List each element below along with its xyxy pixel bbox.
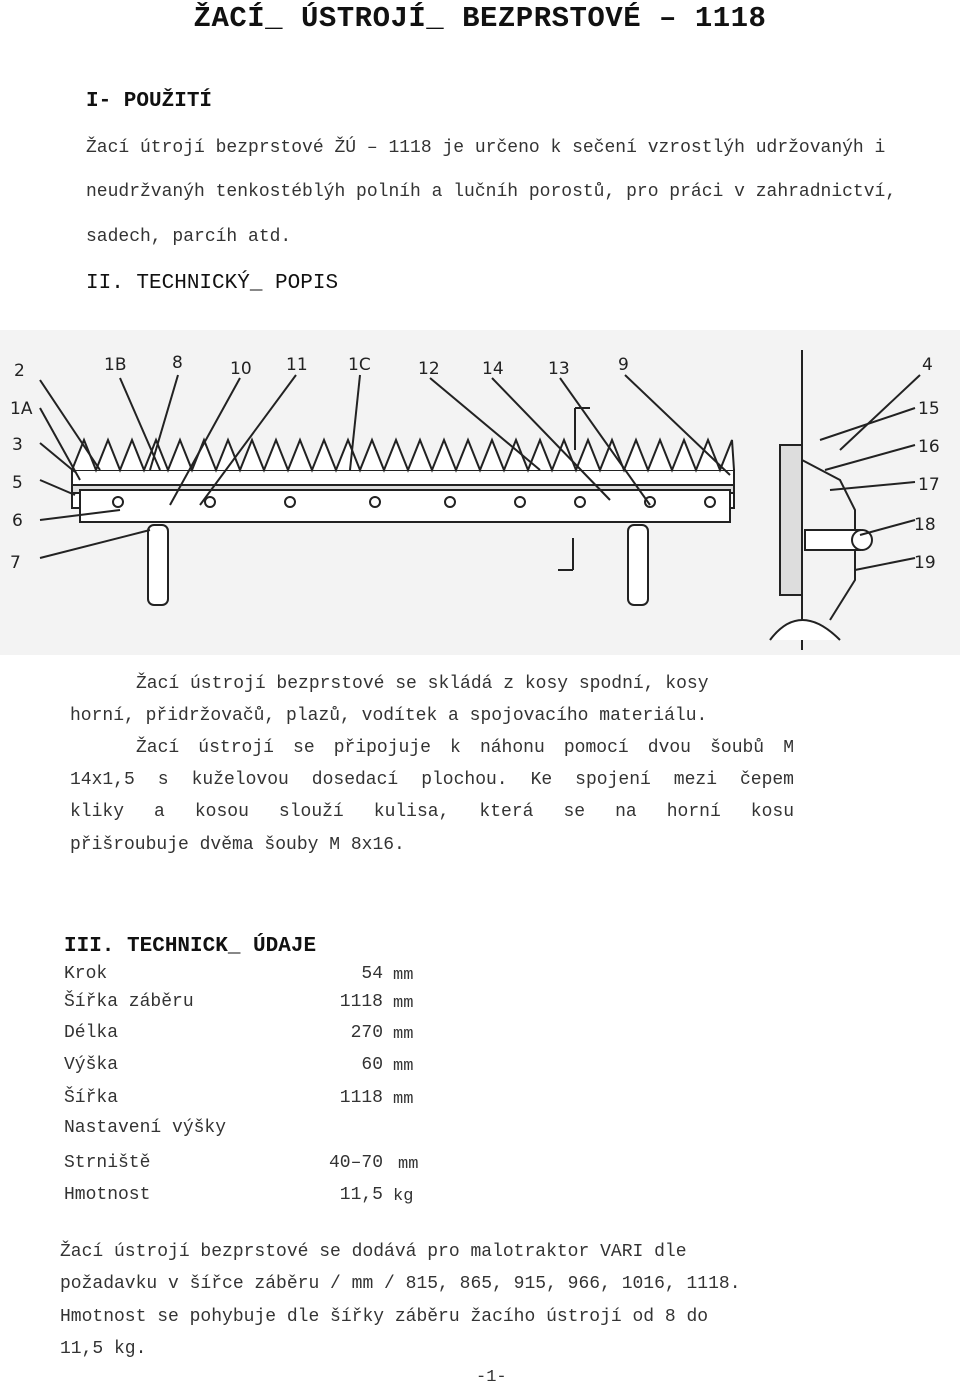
desc-line-6: přišroubuje dvěma šouby M 8x16.	[70, 835, 405, 855]
label-1b: 1B	[104, 355, 127, 375]
spec-value: 54	[361, 964, 383, 984]
label-1a: 1A	[10, 399, 33, 419]
label-4: 4	[922, 355, 933, 375]
spec-label: Strniště	[64, 1153, 151, 1173]
desc-line-3: Žací ústrojí se připojuje k náhonu pomocí dvou šoubů M	[136, 738, 794, 758]
label-2: 2	[14, 361, 25, 381]
use-line-1: Žací útrojí bezprstové ŽÚ – 1118 je určeno k sečení vzrostlýh udržovanýh i	[86, 138, 886, 158]
technical-drawing	[0, 330, 960, 655]
supply-line-3: Hmotnost se pohybuje dle šířky záběru žacího ústrojí od 8 do	[60, 1307, 709, 1327]
spec-label: Nastavení výšky	[64, 1118, 227, 1138]
spec-value: 60	[361, 1055, 383, 1075]
spec-unit: mm	[393, 966, 414, 985]
desc-line-1: Žací ústrojí bezprstové se skládá z kosy spodní, kosy	[136, 674, 709, 694]
spec-value: 1118	[339, 1088, 383, 1108]
supply-line-2: požadavku v šířce záběru / mm / 815, 865, 915, 966, 1016, 1118.	[60, 1274, 741, 1294]
spec-value: 270	[350, 1023, 383, 1043]
page-title: ŽACÍ_ ÚSTROJÍ_ BEZPRSTOVÉ – 1118	[193, 2, 767, 35]
label-6: 6	[12, 511, 23, 531]
spec-unit: kg	[393, 1187, 414, 1206]
spec-label: Délka	[64, 1023, 119, 1043]
page-number: -1-	[476, 1368, 507, 1387]
spec-unit: mm	[393, 1057, 414, 1076]
label-17: 17	[918, 475, 940, 495]
use-line-3: sadech, parcíh atd.	[86, 227, 292, 247]
label-8: 8	[172, 353, 183, 373]
label-18: 18	[914, 515, 936, 535]
label-15: 15	[918, 399, 940, 419]
spec-label: Šířka	[64, 1088, 119, 1108]
label-3: 3	[12, 435, 23, 455]
desc-line-5: kliky a kosou slouží kulisa, která se na horní kosu	[70, 802, 794, 822]
spec-label: Výška	[64, 1055, 119, 1075]
label-9: 9	[618, 355, 629, 375]
spec-unit: mm	[393, 1090, 414, 1109]
supply-line-4: 11,5 kg.	[60, 1339, 147, 1359]
spec-unit: mm	[398, 1155, 419, 1174]
label-11: 11	[286, 355, 308, 375]
spec-value: 11,5	[339, 1185, 383, 1205]
spec-value: 1118	[339, 992, 383, 1012]
label-10: 10	[230, 359, 252, 379]
section-heading-specs: III. TECHNICK_ ÚDAJE	[64, 935, 317, 958]
supply-line-1: Žací ústrojí bezprstové se dodává pro malotraktor VARI dle	[60, 1242, 687, 1262]
desc-line-2: horní, přidržovačů, plazů, vodítek a spojovacího materiálu.	[70, 706, 708, 726]
label-7: 7	[10, 553, 21, 573]
label-16: 16	[918, 437, 940, 457]
section-heading-use: I- POUŽITÍ	[86, 90, 213, 113]
spec-value: 40–70	[328, 1153, 383, 1173]
label-14: 14	[482, 359, 504, 379]
section-heading-description: II. TECHNICKÝ_ POPIS	[86, 272, 339, 295]
label-12: 12	[418, 359, 440, 379]
label-19: 19	[914, 553, 936, 573]
label-13: 13	[548, 359, 570, 379]
spec-unit: mm	[393, 994, 414, 1013]
spec-label: Hmotnost	[64, 1185, 151, 1205]
spec-label: Šířka záběru	[64, 992, 194, 1012]
spec-unit: mm	[393, 1025, 414, 1044]
use-line-2: neudržvanýh tenkostéblýh polníh a lučníh porostů, pro práci v zahradnictví,	[86, 182, 897, 202]
label-5: 5	[12, 473, 23, 493]
desc-line-4: 14x1,5 s kuželovou dosedací plochou. Ke spojení mezi čepem	[70, 770, 794, 790]
label-1c: 1C	[348, 355, 371, 375]
spec-label: Krok	[64, 964, 108, 984]
